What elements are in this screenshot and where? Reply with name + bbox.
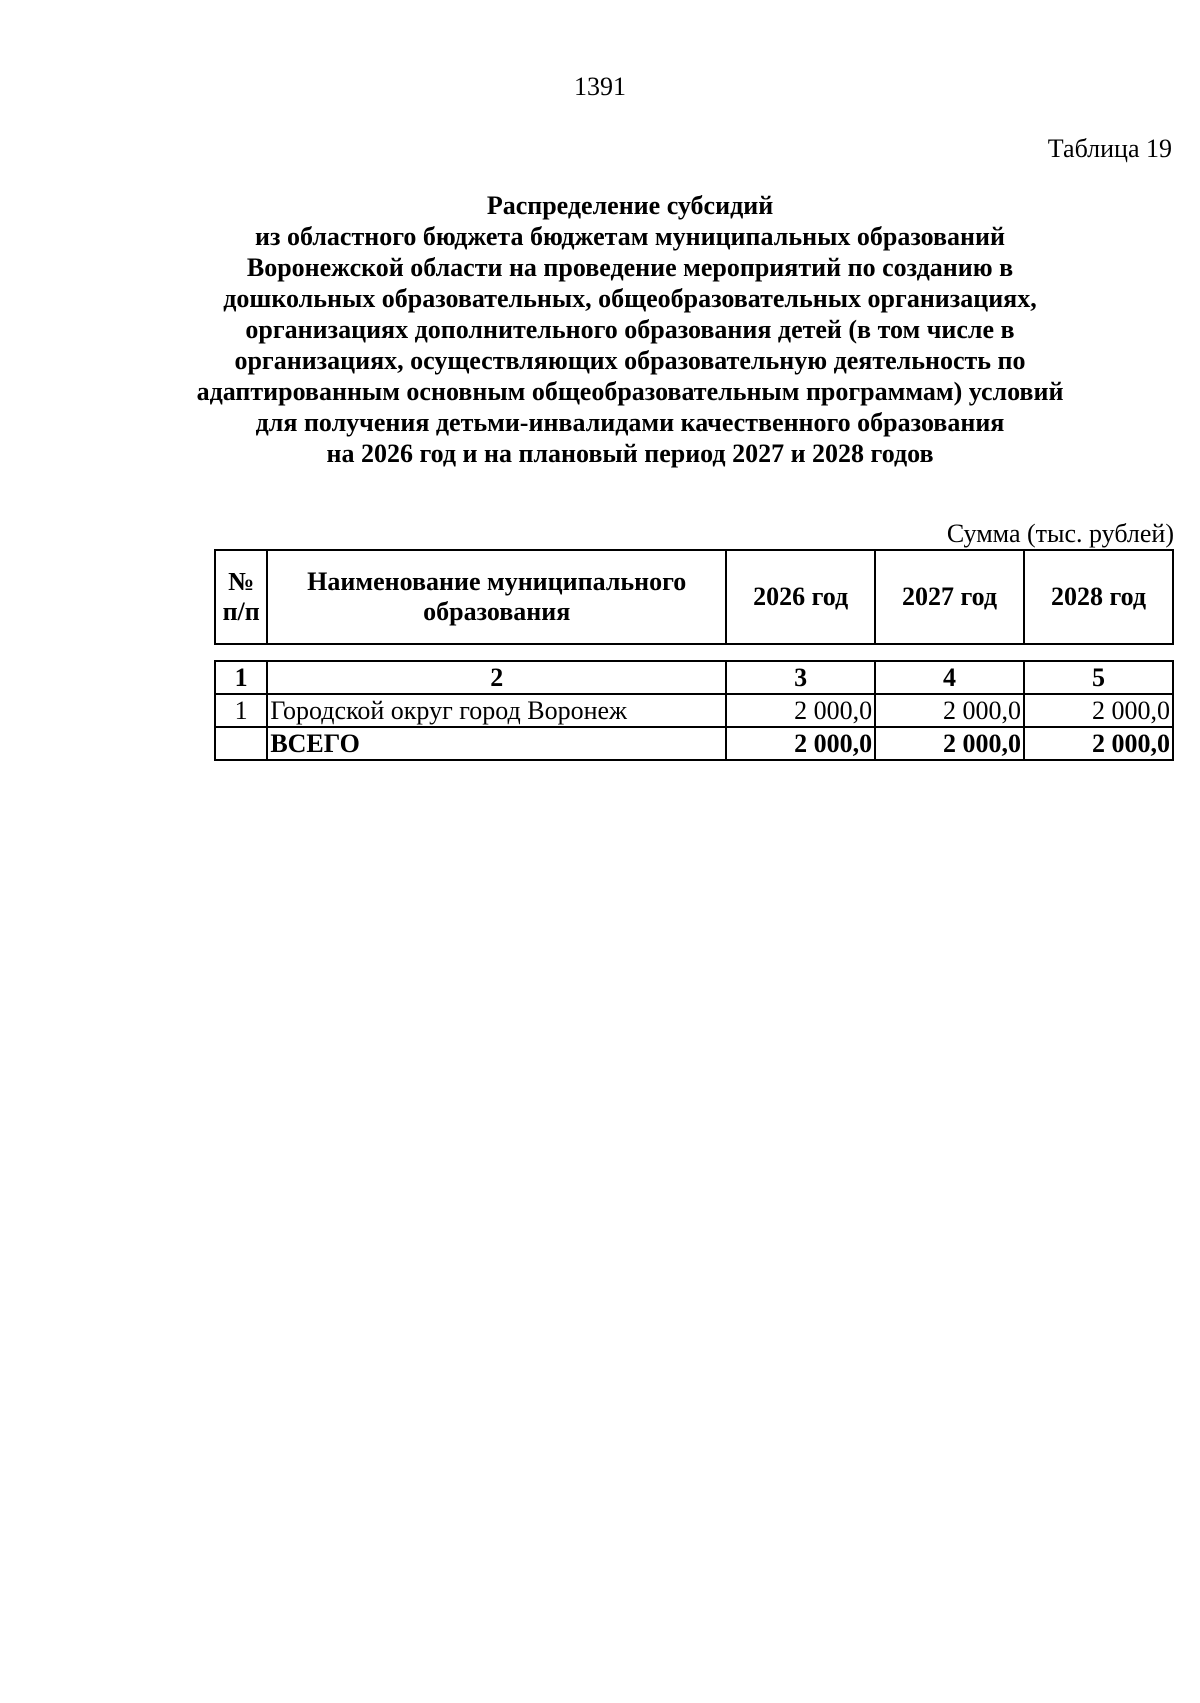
- table-label: Таблица 19: [1047, 134, 1172, 163]
- row-name: Городской округ город Воронеж: [267, 694, 726, 727]
- table-header: [214, 549, 1174, 645]
- column-number: 2: [267, 661, 726, 694]
- row-2027: 2 000,0: [875, 694, 1024, 727]
- title-line: для получения детьми-инвалидами качественного образования: [255, 408, 1005, 437]
- total-2026: 2 000,0: [726, 727, 875, 760]
- column-number: 4: [875, 661, 1024, 694]
- header-2027: 2027 год: [875, 550, 1024, 644]
- total-num: [215, 727, 267, 760]
- row-2026: 2 000,0: [726, 694, 875, 727]
- row-2028: 2 000,0: [1024, 694, 1173, 727]
- title-line: из областного бюджета бюджетам муниципальных образований: [255, 222, 1005, 251]
- title-line: на 2026 год и на плановый период 2027 и 2028 годов: [326, 439, 934, 468]
- header-2026: 2026 год: [726, 550, 875, 644]
- document-title: [190, 190, 1070, 469]
- title-line: адаптированным основным общеобразовательным программам) условий: [196, 377, 1064, 406]
- title-line: организациях дополнительного образования детей (в том числе в: [245, 315, 1015, 344]
- header-num: № п/п: [215, 550, 267, 644]
- total-row: [215, 727, 1173, 760]
- header-name: Наименование муниципального образования: [267, 550, 726, 644]
- header-2028: 2028 год: [1024, 550, 1173, 644]
- table-row: [215, 694, 1173, 727]
- table-body: [214, 660, 1174, 761]
- total-2028: 2 000,0: [1024, 727, 1173, 760]
- title-line: Воронежской области на проведение мероприятий по созданию в: [246, 253, 1014, 282]
- column-number: 3: [726, 661, 875, 694]
- page-number: 1391: [574, 72, 626, 101]
- title-line: дошкольных образовательных, общеобразовательных организациях,: [223, 284, 1037, 313]
- title-line: организациях, осуществляющих образовательную деятельность по: [234, 346, 1026, 375]
- column-number: 5: [1024, 661, 1173, 694]
- column-numbers-row: [215, 661, 1173, 694]
- row-num: 1: [215, 694, 267, 727]
- total-label: ВСЕГО: [267, 727, 726, 760]
- header-row: [215, 550, 1173, 644]
- title-line: Распределение субсидий: [486, 191, 774, 220]
- column-number: 1: [215, 661, 267, 694]
- units-label: Сумма (тыс. рублей): [946, 519, 1174, 548]
- total-2027: 2 000,0: [875, 727, 1024, 760]
